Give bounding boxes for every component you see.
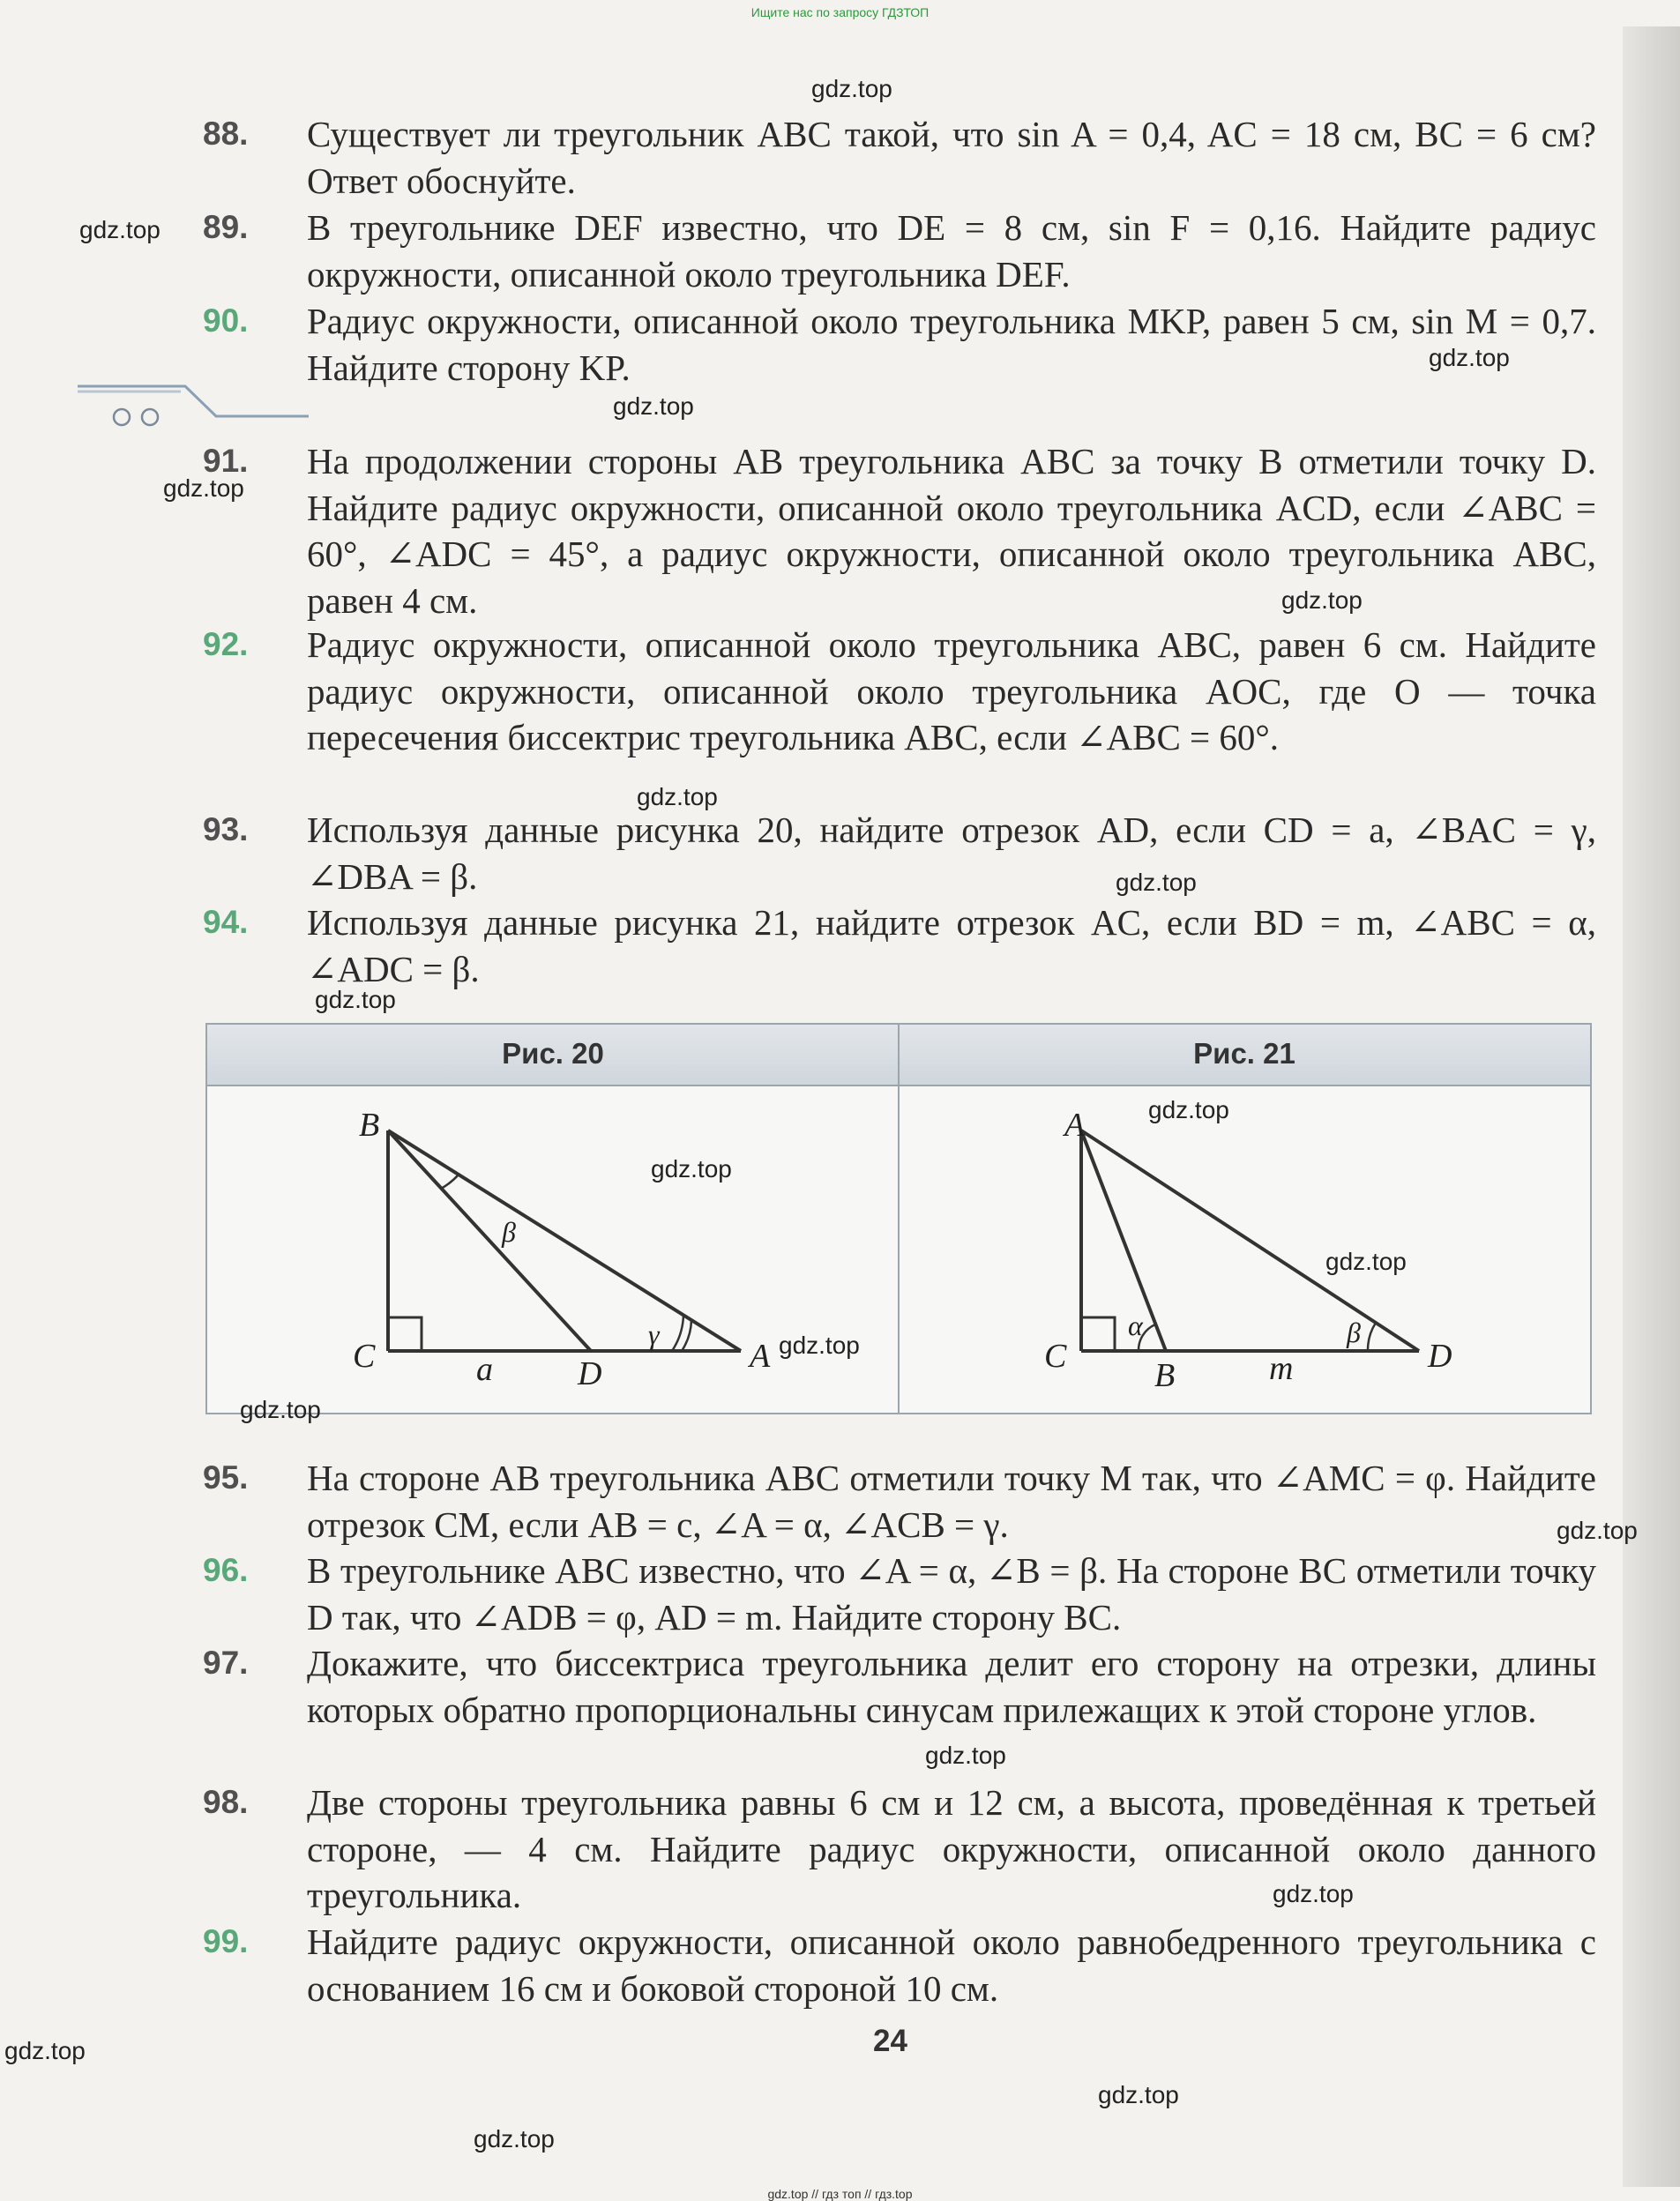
problem-number: 92. [203,626,249,662]
fig21-label-d: D [1428,1338,1452,1375]
problem-number: 95. [203,1459,249,1496]
problem-number: 91. [203,443,249,479]
fig21-label-b: B [1154,1357,1176,1394]
fig21-label-a: A [1064,1107,1086,1144]
watermark: gdz.top [637,783,718,810]
fig21-right-angle-mark [1081,1317,1115,1351]
problem-number: 98. [203,1784,249,1820]
problem-text: В треугольнике ABC известно, что ∠A = α, ∠B = β. На стороне BC отметили точку D так, что ∠ADB = φ, AD = m. Найдите сторону BC. [307,1550,1596,1638]
watermark: gdz.top [651,1155,732,1183]
problem-number: 89. [203,209,249,245]
fig21-label-beta: β [1347,1317,1361,1348]
fig20-label-gamma: γ [648,1318,660,1350]
page-edge-shadow [1623,26,1680,2187]
problem-text: Две стороны треугольника равны 6 см и 12 см, а высота, проведённая к третьей стороне, — 4 см. Найдите радиус окружности, описанной около данного треугольника. [307,1782,1596,1915]
problem-number: 90. [203,302,249,339]
problem-number: 88. [203,116,249,152]
watermark: gdz.top [811,75,892,102]
fig20-label-a: A [750,1338,771,1375]
problem-text: Используя данные рисунка 21, найдите отрезок AC, если BD = m, ∠ABC = α, ∠ADC = β. [307,902,1596,989]
problem-text: Используя данные рисунка 20, найдите отрезок AD, если CD = a, ∠BAC = γ, ∠DBA = β. [307,810,1596,897]
problem-text: В треугольнике DEF известно, что DE = 8 см, sin F = 0,16. Найдите радиус окружности, описанной около треугольника DEF. [307,207,1596,295]
problem-number: 96. [203,1552,249,1588]
problem-text: Существует ли треугольник ABC такой, что sin A = 0,4, AC = 18 см, BC = 6 см? Ответ обоснуйте. [307,114,1596,201]
page-number: 24 [873,2024,907,2058]
figure-20-caption: Рис. 20 [502,1037,604,1070]
problem-text: Радиус окружности, описанной около треугольника MKP, равен 5 см, sin M = 0,7. Найдите сторону KP. [307,301,1596,388]
watermark: gdz.top [474,2125,555,2153]
fig20-label-b: B [359,1107,380,1144]
watermark: gdz.top [1148,1096,1229,1123]
section-divider-decoration [71,379,317,432]
problem-number: 97. [203,1645,249,1681]
fig20-angle-beta-arc [441,1175,459,1189]
problem-number: 99. [203,1923,249,1959]
watermark: gdz.top [779,1332,860,1359]
figure-20 [207,1086,897,1411]
fig21-label-c: C [1044,1338,1067,1375]
header-note: Ищите нас по запросу ГДЗТОП [750,5,930,19]
problem-text: Найдите радиус окружности, описанной около равнобедренного треугольника с основанием 16 см и боковой стороной 10 см. [307,1921,1596,2009]
fig20-angle-gamma-arc-2 [672,1315,683,1351]
watermark: gdz.top [163,474,244,502]
watermark: gdz.top [613,392,694,420]
fig20-label-side-a: a [476,1351,493,1388]
fig20-label-d: D [578,1355,602,1392]
watermark: gdz.top [1098,2081,1179,2108]
fig20-label-c: C [353,1338,376,1375]
watermark: gdz.top [1281,586,1363,614]
watermark: gdz.top [1273,1880,1354,1907]
figure-21-caption: Рис. 21 [1193,1037,1295,1070]
watermark: gdz.top [1557,1517,1638,1544]
problem-text: На стороне AB треугольника ABC отметили точку M так, что ∠AMC = φ. Найдите отрезок CM, если AB = c, ∠A = α, ∠ACB = γ. [307,1458,1596,1545]
watermark: gdz.top [1116,869,1197,896]
figures-table [205,1023,1592,1414]
fig20-label-beta: β [502,1216,516,1248]
fig21-label-m: m [1269,1350,1294,1387]
watermark: gdz.top [4,2037,86,2064]
watermark: gdz.top [1325,1248,1407,1275]
problem-number: 94. [203,904,249,940]
problem-text: Докажите, что биссектриса треугольника делит его сторону на отрезки, длины которых обратно пропорциональны синусам прилежащих к этой стороне углов. [307,1643,1596,1730]
watermark: gdz.top [79,216,161,243]
problem-text: На продолжении стороны AB треугольника ABC за точку B отметили точку D. Найдите радиус окружности, описанной около треугольника ACD, если ∠ABC = 60°, ∠ADC = 45°, а радиус окружности, описанной около треугольника ABC, равен 4 см. [307,441,1596,621]
problem-number: 93. [203,811,249,847]
watermark: gdz.top [315,986,396,1013]
footer-note: gdz.top // гдз топ // гдз.top [767,2187,913,2201]
watermark: gdz.top [240,1396,321,1423]
problem-text: Радиус окружности, описанной около треугольника ABC, равен 6 см. Найдите радиус окружности, описанной около треугольника AOC, где O — точка пересечения биссектрис треугольника ABC, если ∠ABC = 60°. [307,624,1596,757]
watermark: gdz.top [925,1742,1006,1769]
fig20-right-angle-mark [388,1317,422,1351]
watermark: gdz.top [1429,344,1510,371]
fig21-angle-beta-arc [1368,1323,1376,1351]
figure-21 [899,1086,1588,1411]
fig21-label-alpha: α [1128,1309,1143,1341]
